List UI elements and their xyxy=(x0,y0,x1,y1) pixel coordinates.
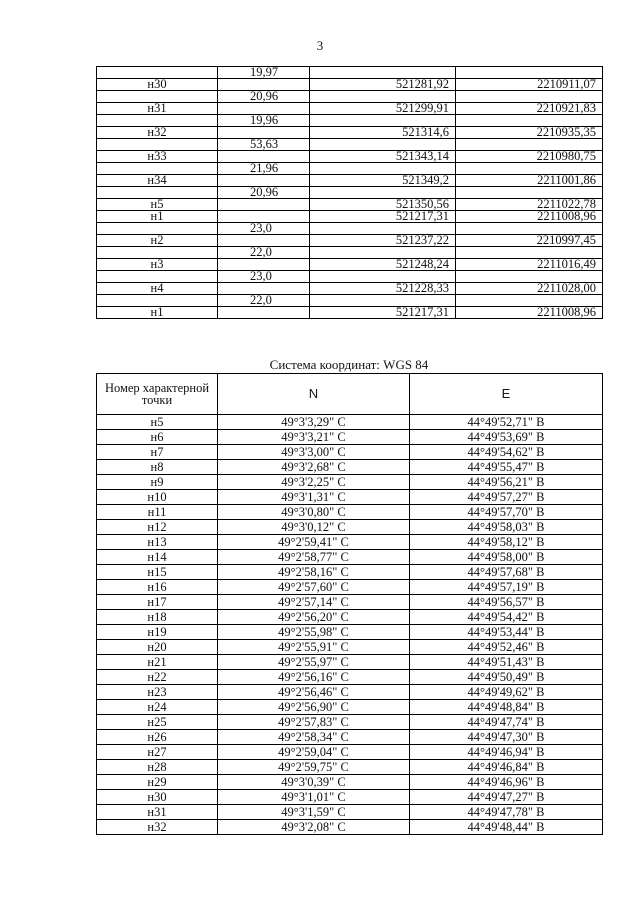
table-row xyxy=(97,520,603,535)
point-cell: н30 xyxy=(97,79,218,91)
latitude-cell: 49°3'1,59" С xyxy=(218,805,410,820)
table-row xyxy=(97,460,603,475)
longitude-cell: 44°49'47,30" В xyxy=(410,730,603,745)
longitude-cell: 44°49'52,46" В xyxy=(410,640,603,655)
point-cell: н16 xyxy=(97,580,218,595)
point-cell: н1 xyxy=(97,211,218,223)
latitude-cell: 49°2'59,75" С xyxy=(218,760,410,775)
table-row xyxy=(97,760,603,775)
latitude-cell: 49°3'3,00" С xyxy=(218,445,410,460)
table-row xyxy=(97,775,603,790)
y-cell: 2210997,45 xyxy=(456,235,603,247)
longitude-cell: 44°49'56,21" В xyxy=(410,475,603,490)
x-cell: 521217,31 xyxy=(310,307,456,319)
longitude-cell: 44°49'47,27" В xyxy=(410,790,603,805)
distance-cell: 21,96 xyxy=(218,163,310,175)
table-row xyxy=(97,235,603,247)
point-cell: н32 xyxy=(97,820,218,835)
table-row xyxy=(97,625,603,640)
distance-cell xyxy=(218,307,310,319)
longitude-cell: 44°49'50,49" В xyxy=(410,670,603,685)
latitude-cell: 49°2'57,14" С xyxy=(218,595,410,610)
wgs84-table xyxy=(96,373,603,835)
x-cell: 521217,31 xyxy=(310,211,456,223)
point-cell: н15 xyxy=(97,565,218,580)
table-row xyxy=(97,199,603,211)
table-row xyxy=(97,670,603,685)
latitude-cell: 49°2'57,60" С xyxy=(218,580,410,595)
point-cell: н10 xyxy=(97,490,218,505)
latitude-cell: 49°2'59,04" С xyxy=(218,745,410,760)
longitude-cell: 44°49'58,03" В xyxy=(410,520,603,535)
table-row xyxy=(97,211,603,223)
y-cell: 2211008,96 xyxy=(456,211,603,223)
header-e: E xyxy=(410,374,603,415)
longitude-cell: 44°49'54,62" В xyxy=(410,445,603,460)
distance-cell: 19,96 xyxy=(218,115,310,127)
table-row xyxy=(97,103,603,115)
point-cell: н9 xyxy=(97,475,218,490)
x-cell: 521237,22 xyxy=(310,235,456,247)
x-cell: 521299,91 xyxy=(310,103,456,115)
longitude-cell: 44°49'48,84" В xyxy=(410,700,603,715)
point-cell: н26 xyxy=(97,730,218,745)
point-cell: н6 xyxy=(97,430,218,445)
x-cell: 521343,14 xyxy=(310,151,456,163)
latitude-cell: 49°2'55,91" С xyxy=(218,640,410,655)
point-cell: н22 xyxy=(97,670,218,685)
longitude-cell: 44°49'47,74" В xyxy=(410,715,603,730)
y-cell: 2211016,49 xyxy=(456,259,603,271)
table-row xyxy=(97,805,603,820)
latitude-cell: 49°2'55,98" С xyxy=(218,625,410,640)
table-row xyxy=(97,490,603,505)
y-cell: 2210980,75 xyxy=(456,151,603,163)
table-row xyxy=(97,610,603,625)
point-cell: н4 xyxy=(97,283,218,295)
x-cell: 521314,6 xyxy=(310,127,456,139)
latitude-cell: 49°3'0,12" С xyxy=(218,520,410,535)
table-row xyxy=(97,163,603,175)
point-cell: н18 xyxy=(97,610,218,625)
table-row xyxy=(97,91,603,103)
point-cell: н28 xyxy=(97,760,218,775)
header-n: N xyxy=(218,374,410,415)
latitude-cell: 49°2'55,97" С xyxy=(218,655,410,670)
table-row xyxy=(97,430,603,445)
latitude-cell: 49°3'2,68" С xyxy=(218,460,410,475)
latitude-cell: 49°2'58,77" С xyxy=(218,550,410,565)
latitude-cell: 49°3'1,01" С xyxy=(218,790,410,805)
point-cell: н27 xyxy=(97,745,218,760)
table-row xyxy=(97,295,603,307)
latitude-cell: 49°2'56,90" С xyxy=(218,700,410,715)
longitude-cell: 44°49'57,68" В xyxy=(410,565,603,580)
table-row xyxy=(97,283,603,295)
latitude-cell: 49°3'0,80" С xyxy=(218,505,410,520)
header-row xyxy=(97,374,603,415)
table-row xyxy=(97,730,603,745)
y-cell: 2211008,96 xyxy=(456,307,603,319)
point-cell: н33 xyxy=(97,151,218,163)
y-cell: 2210921,83 xyxy=(456,103,603,115)
point-cell: н1 xyxy=(97,307,218,319)
table-row xyxy=(97,790,603,805)
x-cell: 521228,33 xyxy=(310,283,456,295)
point-cell: н5 xyxy=(97,415,218,430)
point-cell: н31 xyxy=(97,805,218,820)
longitude-cell: 44°49'49,62" В xyxy=(410,685,603,700)
table-row xyxy=(97,151,603,163)
longitude-cell: 44°49'57,19" В xyxy=(410,580,603,595)
table-row xyxy=(97,535,603,550)
x-cell: 521281,92 xyxy=(310,79,456,91)
x-cell: 521349,2 xyxy=(310,175,456,187)
longitude-cell: 44°49'56,57" В xyxy=(410,595,603,610)
table-row xyxy=(97,745,603,760)
distance-cell xyxy=(218,199,310,211)
point-cell: н11 xyxy=(97,505,218,520)
latitude-cell: 49°2'56,46" С xyxy=(218,685,410,700)
table-row xyxy=(97,79,603,91)
latitude-cell: 49°2'57,83" С xyxy=(218,715,410,730)
table-row xyxy=(97,685,603,700)
coordinate-system-caption: Система координат: WGS 84 xyxy=(269,357,429,372)
table-row xyxy=(97,820,603,835)
point-cell: н7 xyxy=(97,445,218,460)
distance-cell: 19,97 xyxy=(218,67,310,79)
point-cell: н23 xyxy=(97,685,218,700)
y-cell: 2211001,86 xyxy=(456,175,603,187)
latitude-cell: 49°3'2,08" С xyxy=(218,820,410,835)
point-cell: н13 xyxy=(97,535,218,550)
longitude-cell: 44°49'53,69" В xyxy=(410,430,603,445)
longitude-cell: 44°49'52,71" В xyxy=(410,415,603,430)
y-cell: 2211022,78 xyxy=(456,199,603,211)
latitude-cell: 49°3'3,21" С xyxy=(218,430,410,445)
point-cell: н12 xyxy=(97,520,218,535)
point-cell: н8 xyxy=(97,460,218,475)
table-row xyxy=(97,505,603,520)
table-row xyxy=(97,595,603,610)
longitude-cell: 44°49'46,94" В xyxy=(410,745,603,760)
distance-cell: 53,63 xyxy=(218,139,310,151)
table-row xyxy=(97,715,603,730)
longitude-cell: 44°49'54,42" В xyxy=(410,610,603,625)
page-number: 3 xyxy=(316,38,324,53)
table-row xyxy=(97,580,603,595)
latitude-cell: 49°2'59,41" С xyxy=(218,535,410,550)
longitude-cell: 44°49'47,78" В xyxy=(410,805,603,820)
distance-cell: 23,0 xyxy=(218,271,310,283)
latitude-cell: 49°2'56,16" С xyxy=(218,670,410,685)
table-row xyxy=(97,271,603,283)
point-cell: н25 xyxy=(97,715,218,730)
point-cell: н32 xyxy=(97,127,218,139)
y-cell: 2211028,00 xyxy=(456,283,603,295)
distance-cell: 22,0 xyxy=(218,295,310,307)
point-cell: н14 xyxy=(97,550,218,565)
latitude-cell: 49°2'58,34" С xyxy=(218,730,410,745)
table-row xyxy=(97,259,603,271)
longitude-cell: 44°49'48,44" В xyxy=(410,820,603,835)
table-row xyxy=(97,223,603,235)
latitude-cell: 49°3'0,39" С xyxy=(218,775,410,790)
table-row xyxy=(97,187,603,199)
point-cell: н29 xyxy=(97,775,218,790)
longitude-cell: 44°49'57,70" В xyxy=(410,505,603,520)
header-point-number: Номер характерной точки xyxy=(97,374,218,415)
longitude-cell: 44°49'51,43" В xyxy=(410,655,603,670)
distance-cell: 20,96 xyxy=(218,91,310,103)
x-cell: 521248,24 xyxy=(310,259,456,271)
longitude-cell: 44°49'55,47" В xyxy=(410,460,603,475)
latitude-cell: 49°3'2,25" С xyxy=(218,475,410,490)
table-row xyxy=(97,415,603,430)
longitude-cell: 44°49'58,12" В xyxy=(410,535,603,550)
longitude-cell: 44°49'46,96" В xyxy=(410,775,603,790)
point-cell: н2 xyxy=(97,235,218,247)
table-row xyxy=(97,700,603,715)
point-cell: н3 xyxy=(97,259,218,271)
distance-cell: 23,0 xyxy=(218,223,310,235)
table-row xyxy=(97,565,603,580)
point-cell: н31 xyxy=(97,103,218,115)
distance-cell: 22,0 xyxy=(218,247,310,259)
table-row xyxy=(97,247,603,259)
point-cell: н21 xyxy=(97,655,218,670)
point-cell: н20 xyxy=(97,640,218,655)
table-row xyxy=(97,475,603,490)
table-row xyxy=(97,307,603,319)
longitude-cell: 44°49'57,27" В xyxy=(410,490,603,505)
distance-cell: 20,96 xyxy=(218,187,310,199)
longitude-cell: 44°49'58,00" В xyxy=(410,550,603,565)
longitude-cell: 44°49'53,44" В xyxy=(410,625,603,640)
table-row xyxy=(97,115,603,127)
table-row xyxy=(97,127,603,139)
table-row xyxy=(97,445,603,460)
longitude-cell: 44°49'46,84" В xyxy=(410,760,603,775)
boundary-table xyxy=(96,66,603,319)
y-cell: 2210935,35 xyxy=(456,127,603,139)
table-row xyxy=(97,655,603,670)
table-row xyxy=(97,550,603,565)
table-row xyxy=(97,175,603,187)
latitude-cell: 49°2'56,20" С xyxy=(218,610,410,625)
point-cell: н24 xyxy=(97,700,218,715)
point-cell: н19 xyxy=(97,625,218,640)
point-cell: н5 xyxy=(97,199,218,211)
y-cell: 2210911,07 xyxy=(456,79,603,91)
point-cell: н30 xyxy=(97,790,218,805)
latitude-cell: 49°2'58,16" С xyxy=(218,565,410,580)
table-row xyxy=(97,640,603,655)
point-cell: н17 xyxy=(97,595,218,610)
table-row xyxy=(97,139,603,151)
latitude-cell: 49°3'3,29" С xyxy=(218,415,410,430)
point-cell: н34 xyxy=(97,175,218,187)
latitude-cell: 49°3'1,31" С xyxy=(218,490,410,505)
x-cell: 521350,56 xyxy=(310,199,456,211)
table-row xyxy=(97,67,603,79)
